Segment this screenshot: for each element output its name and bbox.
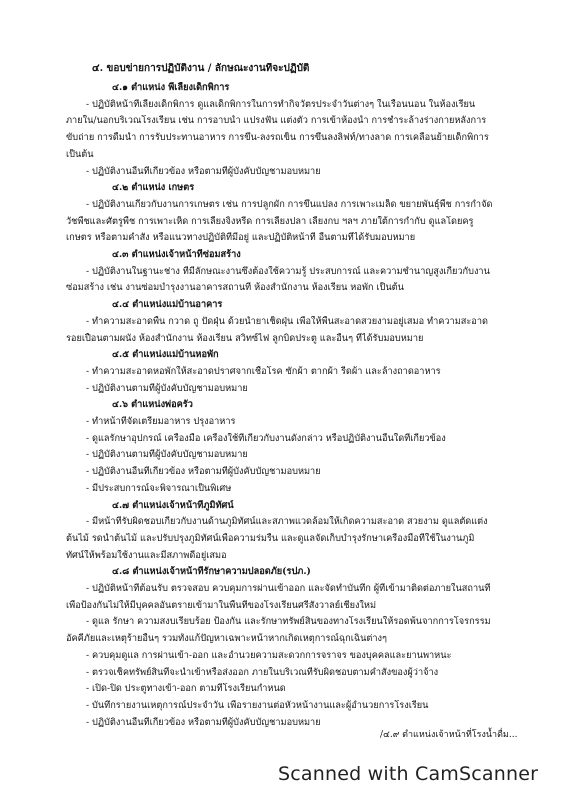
subsection-heading: ๔.๕ ตำแหน่งแม่บ้านหอพัก [112,349,219,361]
subsection-heading: ๔.๑ ตำแหน่ง พี่เลี้ยงเด็กพิการ [112,82,230,93]
body-text-line: - ทำความสะอาดพื้น กวาด ถู ปัดฝุ่น ด้วยน้ำยาเช็ดฝุ่น เพื่อให้พื้นสะอาดสวยงามอยู่เสมอ ทำความสะอาด [86,315,488,327]
subsection-heading: ๔.๔ ตำแหน่งแม่บ้านอาคาร [112,299,223,311]
body-text-line: - บันทึกรายงานเหตุการณ์ประจำวัน เพื่อรายงานต่อหัวหน้างานและผู้อำนวยการโรงเรียน [86,699,429,711]
subsection-heading: ๔.๓ ตำแหน่งเจ้าหน้าที่ซ่อมสร้าง [112,249,241,260]
body-text-line: - มีหน้าที่รับผิดชอบเกี่ยวกับงานด้านภูมิทัศน์และสภาพแวดล้อมให้เกิดความสะอาด สวยงาม ดูแลตัดแต่ง [86,516,488,528]
body-text-line: ซ่อมสร้าง เช่น งานซ่อมบำรุงงานอาคารสถานที่ ห้องสำนักงาน ห้องเรียน หอพัก เป็นต้น [66,282,404,294]
body-text-line: - มีประสบการณ์จะพิจารณาเป็นพิเศษ [86,482,232,494]
body-text-line: เพื่อป้องกันไม่ให้มีบุคคลอันตรายเข้ามาในพื้นที่ของโรงเรียนศรีสังวาลย์เชียงใหม่ [66,599,377,611]
body-text-line: เกษตร หรือตามคำสั่ง หรือแนวทางปฏิบัติที่มีอยู่ และปฏิบัติหน้าที่ อื่นตามที่ได้รับมอบหมาย [66,232,416,244]
footer-note: /๔.๙ ตำแหน่งเจ้าหน้าที่โรงน้ำดื่ม... [380,730,518,740]
body-text-line: วัชพืชและศัตรูพืช การเพาะเห็ด การเลี้ยงจิ้งหรีด การเลี้ยงปลา เลี้ยงกบ ฯลฯ ภายใต้การกำกับ ดูแลโดยครู [66,215,474,227]
body-text-line: - ทำหน้าที่จัดเตรียมอาหาร ปรุงอาหาร [86,416,236,427]
body-text-line: - เปิด-ปิด ประตูทางเข้า-ออก ตามที่โรงเรียนกำหนด [86,683,286,695]
subsection-heading: ๔.๖ ตำแหน่งพ่อครัว [112,399,193,411]
body-text-line: ทัศน์ให้พร้อมใช้งานและมีสภาพดีอยู่เสมอ [66,549,227,561]
body-text-line: - ดูแล รักษา ความสงบเรียบร้อย ป้องกัน และรักษาทรัพย์สินของทางโรงเรียนให้รอดพ้นจากการโจรกรรม [86,616,491,628]
body-text-line: - ตรวจเช็คทรัพย์สินที่จะนำเข้าหรือส่งออก ภายในบริเวณที่รับผิดชอบตามคำสั่งของผู้ว่าจ้าง [86,666,439,678]
body-text-line: - ทำความสะอาดหอพักให้สะอาดปราศจากเชื้อโรค ซักผ้า ตากผ้า รีดผ้า และล้างถาดอาหาร [86,365,441,377]
body-text-line: - ปฏิบัติงานเกี่ยวกับงานการเกษตร เช่น การปลูกผัก การขึ้นแปลง การเพาะเมล็ด ขยายพันธุ์พืช การกำจัด [86,198,493,210]
body-text-line: รอยเปื้อนตามผนัง ห้องสำนักงาน ห้องเรียน สวิทซ์ไฟ ลูกบิดประตู และอื่นๆ ที่ได้รับมอบหมาย [66,332,424,344]
body-text-line: - ปฏิบัติงานในฐานะช่าง ที่มีลักษณะงานซึ่งต้องใช้ความรู้ ประสบการณ์ และความชำนาญสูงเกี่ยวกับงาน [86,265,490,277]
body-text-line: - ปฏิบัติหน้าที่ต้อนรับ ตรวจสอบ ควบคุมการผ่านเข้าออก และจัดทำบันทึก ผู้ที่เข้ามาติดต่อภายในสถานที่ [86,583,491,594]
section-title: ๔. ขอบข่ายการปฏิบัติงาน / ลักษณะงานที่จะปฏิบัติ [92,63,310,74]
body-text-line: - ปฏิบัติงานอื่นที่เกี่ยวข้อง หรือตามที่ผู้บังคับบัญชามอบหมาย [86,716,321,728]
body-text-line: - ควบคุมดูแล การผ่านเข้า-ออก และอำนวยความสะดวกการจราจร ของบุคคลและยานพาหนะ [86,649,452,661]
body-text-line: - ปฏิบัติงานอื่นที่เกี่ยวข้อง หรือตามที่ผู้บังคับบัญชามอบหมาย [86,466,321,478]
camscanner-watermark: Scanned with CamScanner [278,763,539,785]
body-text-line: ต้นไม้ รดน้ำต้นไม้ และปรับปรุงภูมิทัศน์เพื่อความร่มรื่น และดูแลจัดเก็บบำรุงรักษาเครื่องมือที่ใช้ในงานภูมิ [66,532,475,544]
body-text-line: - ดูแลรักษาอุปกรณ์ เครื่องมือ เครื่องใช้ที่เกี่ยวกับงานดังกล่าว หรือปฏิบัติงานอื่นใดที่เกี่ยวข้อง [86,432,446,444]
body-text-line: - ปฏิบัติหน้าที่เลี้ยงเด็กพิการ ดูแลเด็กพิการในการทำกิจวัตรประจำวันต่างๆ ในเรือนนอน ในห้องเรียน [86,98,476,110]
body-text-line: ภายใน/นอกบริเวณโรงเรียน เช่น การอาบน้ำ แปรงฟัน แต่งตัว การเข้าห้องน้ำ การชำระล้างร่างกายหลังการ [66,115,487,127]
body-text-line: อัคคีภัยและเหตุร้ายอื่นๆ รวมทั้งแก้ปัญหาเฉพาะหน้าหากเกิดเหตุการณ์ฉุกเฉินต่างๆ [66,633,387,645]
body-text-line: เป็นต้น [66,148,94,160]
body-text-line: - ปฏิบัติงานตามที่ผู้บังคับบัญชามอบหมาย [86,382,248,394]
subsection-heading: ๔.๗ ตำแหน่งเจ้าหน้าที่ภูมิทัศน์ [112,499,234,511]
subsection-heading: ๔.๘ ตำแหน่งเจ้าหน้าที่รักษาความปลอดภัย(รปภ.) [112,566,311,578]
body-text-line: - ปฏิบัติงานอื่นที่เกี่ยวข้อง หรือตามที่ผู้บังคับบัญชามอบหมาย [86,165,321,177]
subsection-heading: ๔.๒ ตำแหน่ง เกษตร [112,182,195,194]
body-text-line: ขับถ่าย การดื่มน้ำ การรับประทานอาหาร การขึ้น-ลงรถเข็น การขึ้นลงลิฟท์/ทางลาด การเคลื่อนย้ายเด็กพิการ [66,132,489,144]
body-text-line: - ปฏิบัติงานตามที่ผู้บังคับบัญชามอบหมาย [86,449,248,461]
